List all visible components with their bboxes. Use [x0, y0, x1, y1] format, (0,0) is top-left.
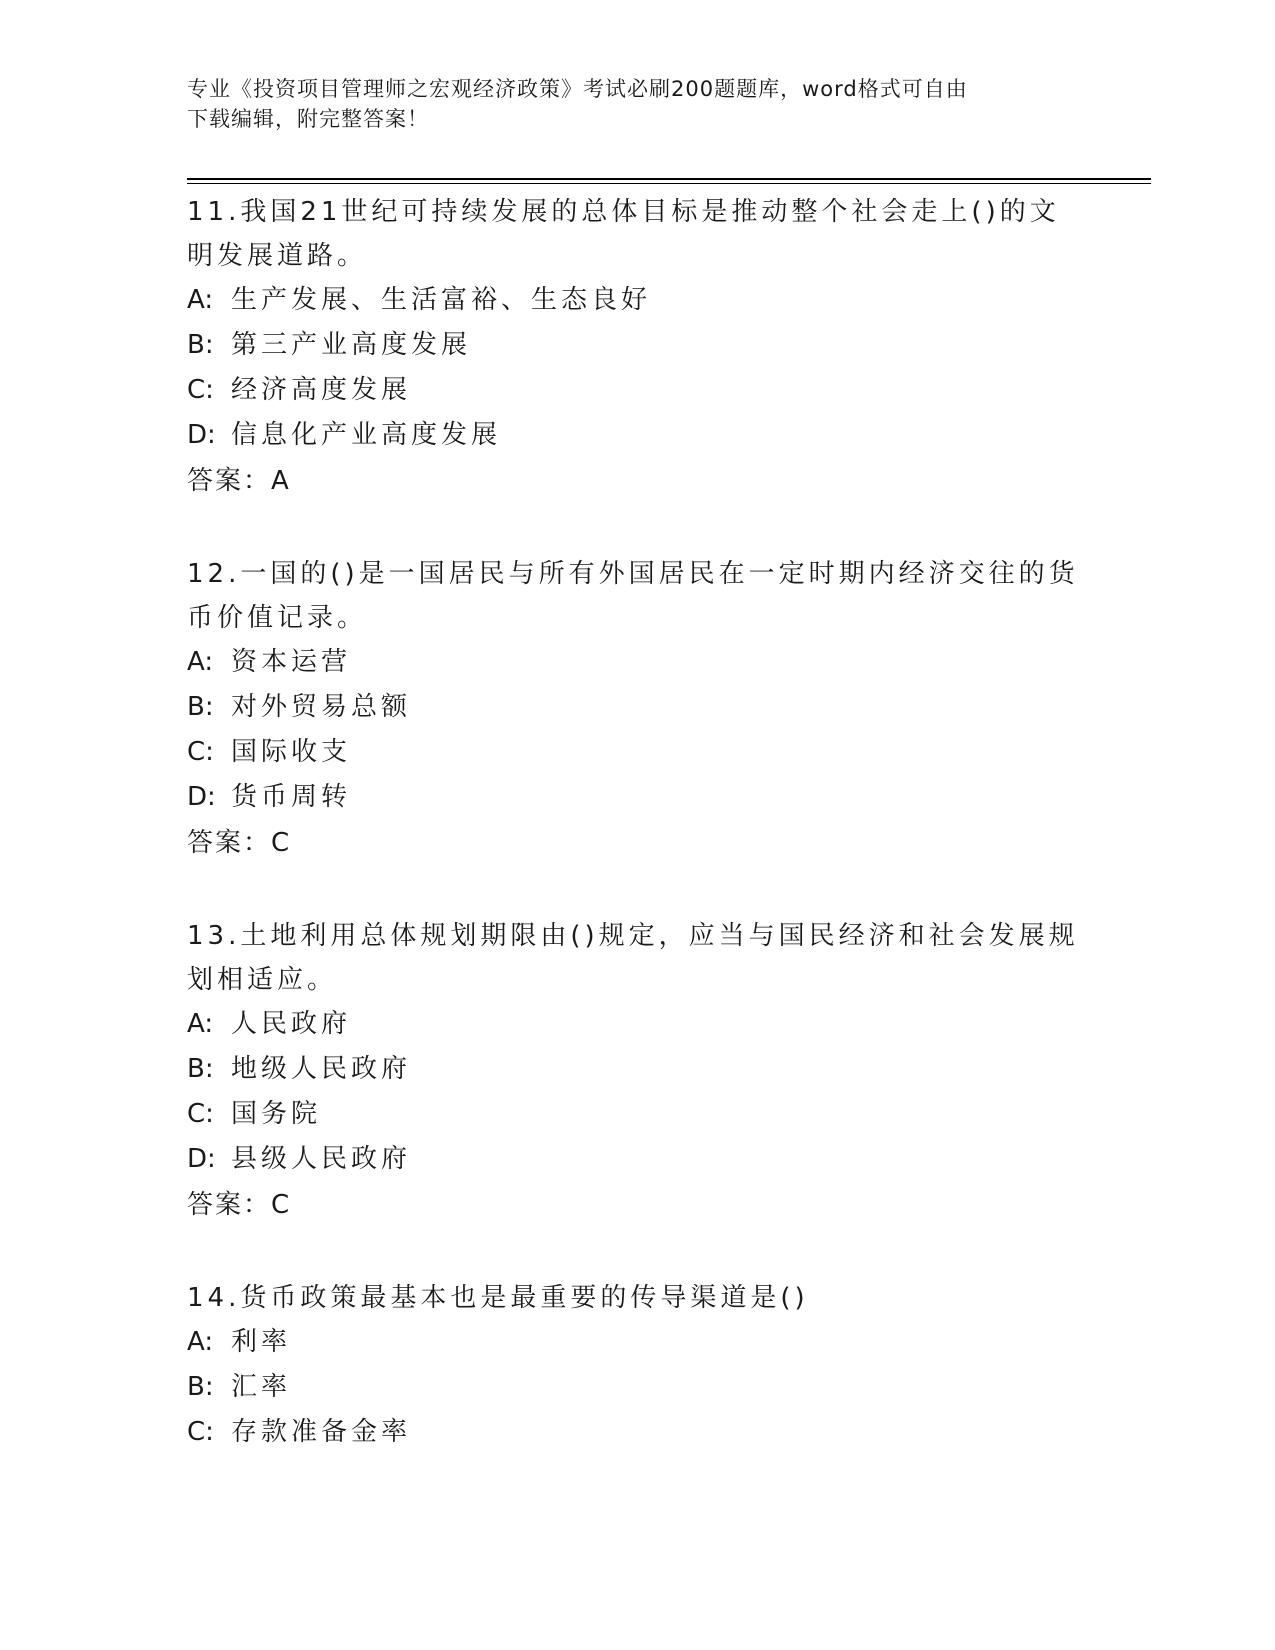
- option-text: 汇率: [231, 1372, 292, 1402]
- option-b: [187, 1365, 1087, 1410]
- option-text: 国际收支: [231, 737, 352, 767]
- option-a: [187, 278, 1087, 323]
- question-14: [187, 1276, 1087, 1455]
- option-key: C:: [187, 1417, 214, 1447]
- question-stem: 13.土地利用总体规划期限由()规定，应当与国民经济和社会发展规划相适应。: [187, 921, 1079, 995]
- option-d: [187, 413, 1087, 458]
- option-a: [187, 640, 1087, 685]
- option-key: A:: [187, 1009, 214, 1039]
- option-d: [187, 1137, 1087, 1182]
- option-c: [187, 1410, 1087, 1455]
- question-stem: 14.货币政策最基本也是最重要的传导渠道是(): [187, 1283, 809, 1313]
- option-text: 资本运营: [231, 647, 352, 677]
- option-b: [187, 685, 1087, 730]
- answer-line: 答案：C: [187, 828, 292, 858]
- option-key: A:: [187, 1327, 214, 1357]
- option-c: [187, 1092, 1087, 1137]
- option-key: D:: [187, 420, 216, 450]
- option-b: [187, 323, 1087, 368]
- option-text: 生产发展、生活富裕、生态良好: [231, 285, 652, 315]
- option-text: 存款准备金率: [231, 1417, 412, 1447]
- option-key: A:: [187, 647, 214, 677]
- option-key: D:: [187, 782, 216, 812]
- option-text: 利率: [231, 1327, 292, 1357]
- option-text: 人民政府: [231, 1009, 352, 1039]
- option-key: C:: [187, 1099, 214, 1129]
- document-header: [187, 74, 1067, 134]
- question-stem: 11.我国21世纪可持续发展的总体目标是推动整个社会走上()的文明发展道路。: [187, 197, 1060, 271]
- header-divider-thin: [187, 183, 1151, 184]
- option-key: B:: [187, 330, 214, 360]
- option-a: [187, 1002, 1087, 1047]
- option-c: [187, 368, 1087, 413]
- option-text: 县级人民政府: [231, 1144, 412, 1174]
- option-text: 对外贸易总额: [231, 692, 412, 722]
- answer-line: 答案：C: [187, 1190, 292, 1220]
- option-text: 经济高度发展: [231, 375, 412, 405]
- option-key: B:: [187, 692, 214, 722]
- answer-line: 答案：A: [187, 466, 291, 496]
- question-stem: 12.一国的()是一国居民与所有外国居民在一定时期内经济交往的货币价值记录。: [187, 559, 1079, 633]
- header-line-1: 专业《投资项目管理师之宏观经济政策》考试必刷200题题库，word格式可自由: [187, 77, 968, 101]
- option-d: [187, 775, 1087, 820]
- option-key: A:: [187, 285, 214, 315]
- option-text: 货币周转: [231, 782, 352, 812]
- option-text: 信息化产业高度发展: [231, 420, 502, 450]
- question-13: [187, 914, 1087, 1228]
- option-text: 第三产业高度发展: [231, 330, 472, 360]
- option-key: B:: [187, 1054, 214, 1084]
- option-text: 地级人民政府: [231, 1054, 412, 1084]
- question-12: [187, 552, 1087, 866]
- question-list: [187, 190, 1087, 1503]
- option-key: B:: [187, 1372, 214, 1402]
- option-key: C:: [187, 375, 214, 405]
- header-divider-thick: [187, 178, 1151, 180]
- header-line-2: 下载编辑，附完整答案！: [187, 107, 429, 131]
- option-key: C:: [187, 737, 214, 767]
- option-b: [187, 1047, 1087, 1092]
- question-11: [187, 190, 1087, 504]
- option-a: [187, 1320, 1087, 1365]
- option-c: [187, 730, 1087, 775]
- option-text: 国务院: [231, 1099, 322, 1129]
- option-key: D:: [187, 1144, 216, 1174]
